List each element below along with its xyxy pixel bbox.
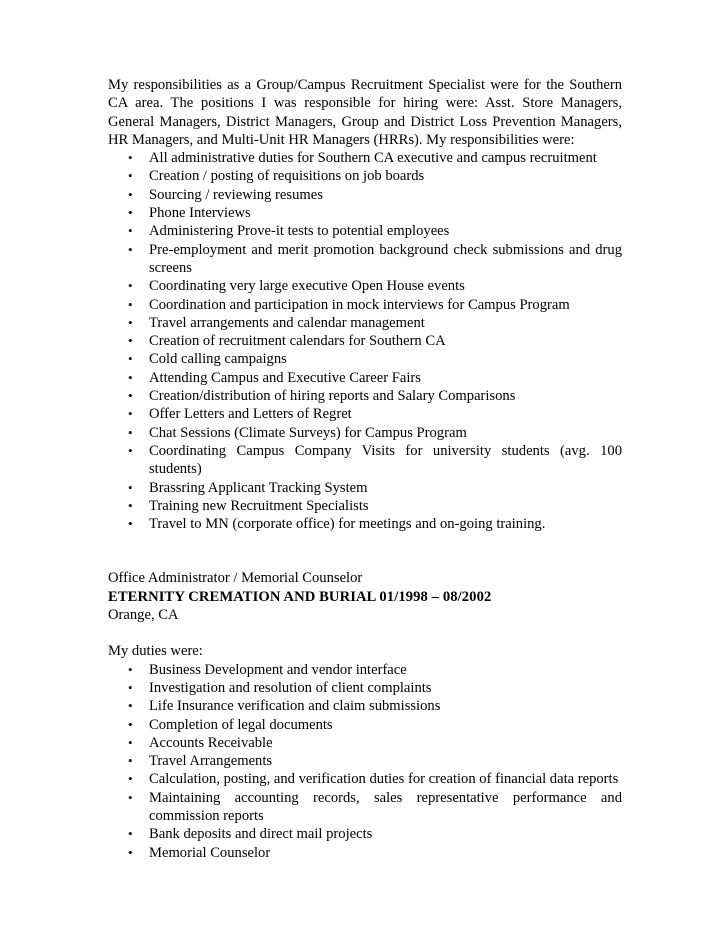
- list-item-text: Attending Campus and Executive Career Fairs: [149, 369, 421, 386]
- bullet-icon: •: [128, 479, 133, 495]
- bullet-icon: •: [128, 369, 133, 385]
- list-item-text: Travel Arrangements: [149, 753, 273, 770]
- bullet-icon: •: [128, 223, 133, 239]
- list-item-text: Travel arrangements and calendar management: [149, 314, 425, 331]
- list-item: [108, 497, 622, 515]
- list-item-text: Brassring Applicant Tracking System: [149, 479, 368, 496]
- list-item-text: Memorial Counselor: [149, 844, 271, 861]
- list-item: [108, 825, 622, 843]
- list-item-text: Creation/distribution of hiring reports and Salary Comparisons: [149, 388, 516, 405]
- list-item: [108, 241, 622, 278]
- list-item-text: Travel to MN (corporate office) for meetings and on-going training.: [149, 516, 546, 533]
- list-item: [108, 204, 622, 222]
- list-item-text: Bank deposits and direct mail projects: [149, 826, 373, 843]
- list-item: [108, 424, 622, 442]
- job-title: Office Administrator / Memorial Counselor: [108, 570, 363, 587]
- list-item-text: Phone Interviews: [149, 205, 251, 222]
- bullet-icon: •: [128, 168, 133, 184]
- list-item: [108, 222, 622, 240]
- bullet-icon: •: [128, 314, 133, 330]
- list-item: [108, 277, 622, 295]
- bullet-icon: •: [128, 716, 133, 732]
- list-item: [108, 515, 622, 533]
- list-item-text: Training new Recruitment Specialists: [149, 497, 369, 514]
- bullet-icon: •: [128, 351, 133, 367]
- list-item: [108, 716, 622, 734]
- bullet-icon: •: [128, 516, 133, 532]
- list-item-text: Creation of recruitment calendars for Southern CA: [149, 333, 446, 350]
- bullet-icon: •: [128, 424, 133, 440]
- list-item: [108, 697, 622, 715]
- list-item: [108, 734, 622, 752]
- list-item: [108, 167, 622, 185]
- bullet-icon: •: [128, 205, 133, 221]
- list-item: [108, 789, 622, 826]
- job-location: Orange, CA: [108, 607, 179, 624]
- list-item-text: Coordinating very large executive Open House events: [149, 278, 465, 295]
- resume-page: [108, 72, 622, 862]
- bullet-icon: •: [128, 734, 133, 750]
- bullet-icon: •: [128, 241, 133, 257]
- list-item-text: All administrative duties for Southern CA executive and campus recruitment: [149, 150, 597, 167]
- company-heading: ETERNITY CREMATION AND BURIAL 01/1998 – 08/2002: [108, 588, 492, 605]
- list-item: [108, 186, 622, 204]
- bullet-icon: •: [128, 497, 133, 513]
- list-item-text: Accounts Receivable: [149, 734, 273, 751]
- list-item: [108, 332, 622, 350]
- list-item-text: Calculation, posting, and verification duties for creation of financial data reports: [149, 771, 619, 788]
- list-item-text: Administering Prove-it tests to potential employees: [149, 223, 450, 240]
- list-item: [108, 844, 622, 862]
- bullet-icon: •: [128, 771, 133, 787]
- list-item-text: Sourcing / reviewing resumes: [149, 186, 323, 203]
- list-item-text: Chat Sessions (Climate Surveys) for Campus Program: [149, 424, 467, 441]
- bullet-icon: •: [128, 296, 133, 312]
- list-item: [108, 350, 622, 368]
- list-item: [108, 314, 622, 332]
- bullet-icon: •: [128, 789, 133, 805]
- bullet-icon: •: [128, 388, 133, 404]
- list-item-text: Pre-employment and merit promotion background check submissions and drug screens: [149, 241, 622, 276]
- bullet-icon: •: [128, 278, 133, 294]
- list-item: [108, 405, 622, 423]
- bullet-icon: •: [128, 826, 133, 842]
- list-item: [108, 149, 622, 167]
- bullet-icon: •: [128, 150, 133, 166]
- list-item-text: Coordinating Campus Company Visits for university students (avg. 100 students): [149, 442, 622, 478]
- bullet-icon: •: [128, 679, 133, 695]
- duties-list: [108, 661, 622, 862]
- list-item-text: Maintaining accounting records, sales representative performance and commission reports: [149, 789, 622, 824]
- bullet-icon: •: [128, 333, 133, 349]
- duties-label: My duties were:: [108, 643, 203, 660]
- list-item: [108, 679, 622, 697]
- list-item: [108, 770, 622, 788]
- bullet-icon: •: [128, 406, 133, 422]
- list-item: [108, 387, 622, 405]
- list-item-text: Cold calling campaigns: [149, 351, 287, 368]
- bullet-icon: •: [128, 844, 133, 860]
- bullet-icon: •: [128, 698, 133, 714]
- list-item-text: Investigation and resolution of client complaints: [149, 679, 432, 696]
- list-item-text: Completion of legal documents: [149, 716, 333, 733]
- responsibilities-list: [108, 149, 622, 533]
- list-item: [108, 661, 622, 679]
- list-item-text: Creation / posting of requisitions on job boards: [149, 168, 425, 185]
- bullet-icon: •: [128, 442, 133, 458]
- bullet-icon: •: [128, 661, 133, 677]
- list-item: [108, 369, 622, 387]
- list-item: [108, 296, 622, 314]
- list-item: [108, 442, 622, 479]
- bullet-icon: •: [128, 753, 133, 769]
- list-item-text: Life Insurance verification and claim submissions: [149, 698, 441, 715]
- list-item-text: Coordination and participation in mock interviews for Campus Program: [149, 296, 570, 313]
- list-item-text: Offer Letters and Letters of Regret: [149, 406, 352, 423]
- list-item-text: Business Development and vendor interface: [149, 661, 407, 678]
- intro-paragraph: My responsibilities as a Group/Campus Recruitment Specialist were for the Southern CA area. The positions I was responsible for hiring were: Asst. Store Managers, General Managers, District Managers, Group and District Loss Prevention Managers, HR Managers, and Multi-Unit HR Managers (HRRs). My responsibilities were:: [108, 77, 622, 148]
- list-item: [108, 752, 622, 770]
- bullet-icon: •: [128, 186, 133, 202]
- list-item: [108, 479, 622, 497]
